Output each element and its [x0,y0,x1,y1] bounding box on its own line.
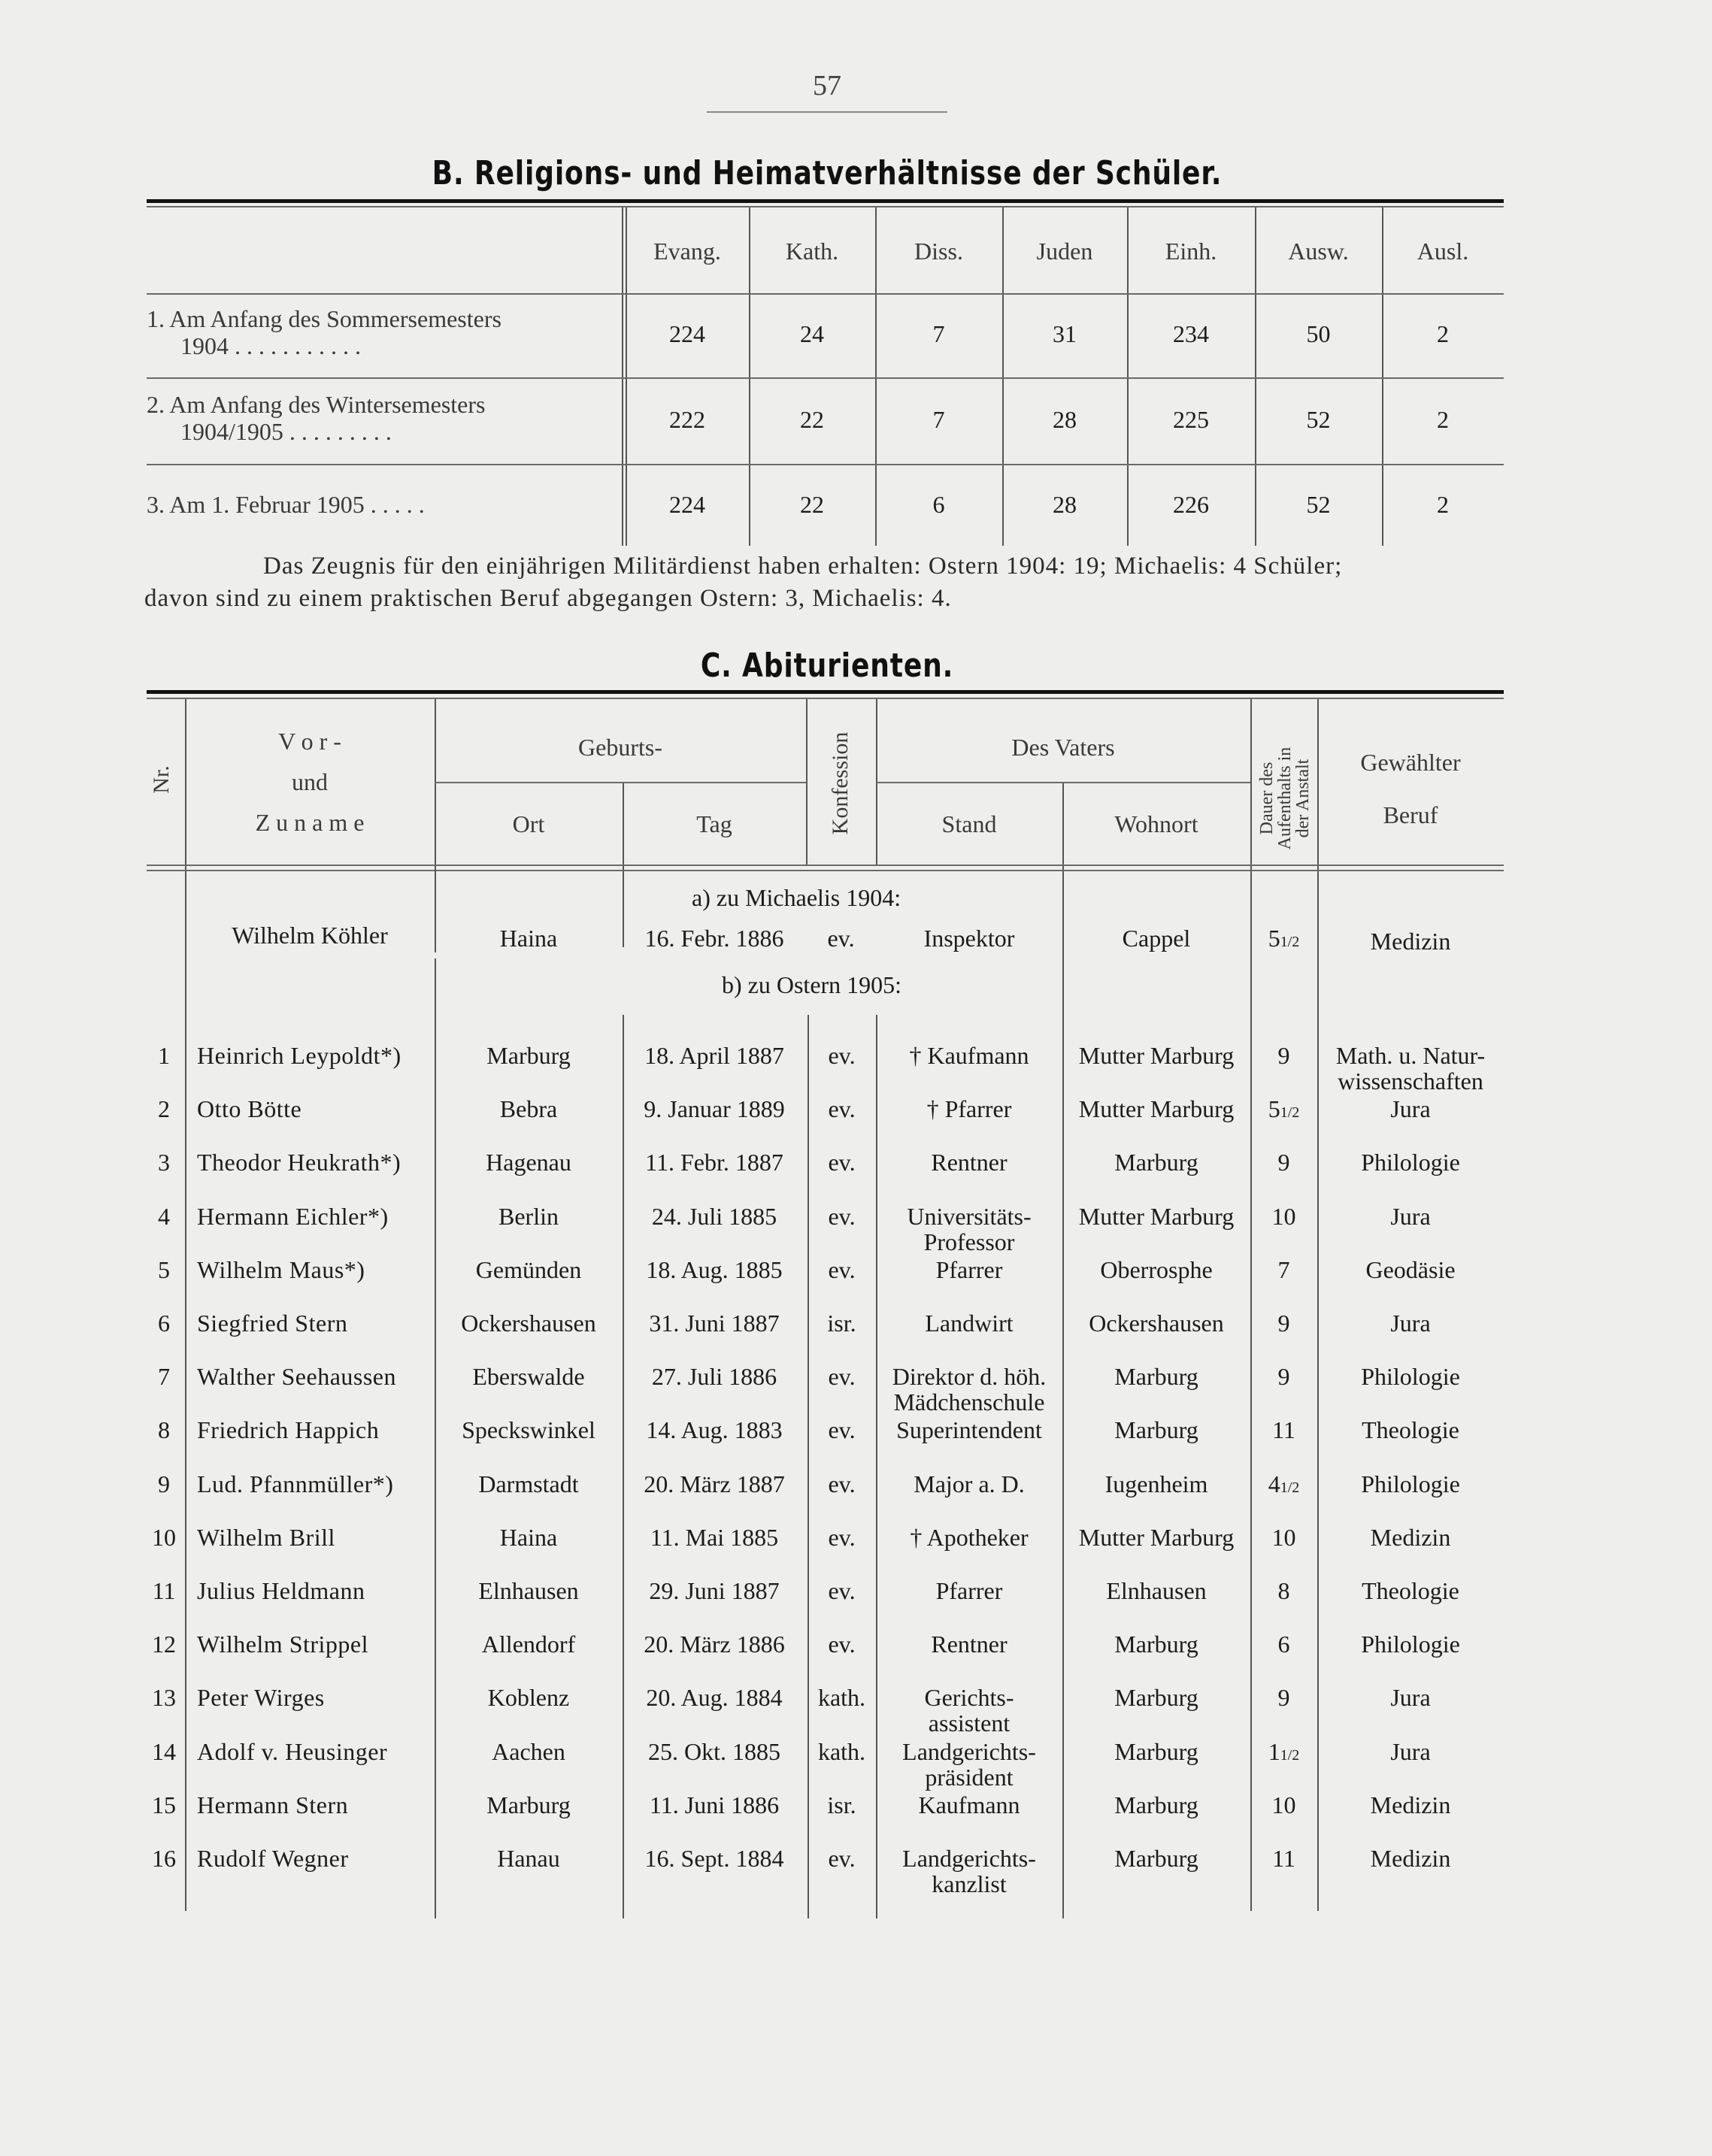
student-beruf: Medizin [1370,1791,1451,1818]
michaelis-name: Wilhelm Köhler [232,922,388,949]
student-dauer-whole: 9 [1277,1149,1290,1176]
student-ort: Hanau [497,1845,560,1872]
student-tag: 20. März 1886 [644,1631,785,1658]
student-stand: † Pfarrer [926,1095,1012,1122]
student-stand: Major a. D. [914,1470,1025,1497]
header-name: und [292,768,328,795]
student-ort: Elnhausen [478,1577,579,1604]
student-beruf: Theologie [1362,1416,1459,1443]
row-label: 3. Am 1. Februar 1905 . . . . . [147,491,425,518]
student-beruf: Math. u. Natur- [1335,1042,1486,1069]
row-label: 2. Am Anfang des Wintersemesters [147,391,486,418]
student-wohnort: Iugenheim [1104,1470,1208,1497]
table-cell: 28 [1053,491,1077,518]
table-cell: 6 [932,491,945,518]
student-wohnort: Marburg [1114,1845,1198,1872]
note-line-1: Das Zeugnis für den einjährigen Militärdienst haben erhalten: Ostern 1904: 19; Michaelis: 4 Schüler; [263,553,1343,580]
student-beruf: Medizin [1370,1845,1451,1872]
student-ort: Speckswinkel [462,1416,595,1443]
table-cell: 234 [1173,320,1209,347]
student-stand: Landwirt [925,1310,1014,1337]
student-wohnort: Mutter Marburg [1078,1203,1235,1230]
student-dauer [1250,1685,1317,1709]
student-name: Walther Seehaussen [197,1363,396,1390]
student-stand-cont: assistent [928,1709,1011,1737]
student-dauer-whole: 10 [1271,1203,1296,1230]
student-name: Wilhelm Brill [197,1524,335,1551]
student-name: Hermann Stern [197,1791,349,1818]
student-stand-cont: kanzlist [932,1870,1007,1897]
student-tag: 11. Febr. 1887 [645,1149,783,1176]
student-stand: Rentner [931,1149,1008,1176]
student-dauer [1250,1525,1317,1549]
header-tag: Tag [696,810,732,837]
student-konf: isr. [827,1310,856,1337]
student-dauer-whole: 9 [1277,1363,1290,1390]
student-ort: Marburg [486,1791,571,1818]
header-ort: Ort [512,810,545,837]
student-tag: 20. März 1887 [644,1470,785,1497]
table-cell: 28 [1053,406,1077,433]
student-nr: 16 [152,1845,176,1872]
student-dauer-whole: 9 [1277,1684,1290,1711]
table-cell: 2 [1437,491,1449,518]
student-stand: Landgerichts- [902,1738,1036,1765]
student-stand-cont: Mädchenschule [893,1388,1045,1416]
student-stand-cont: präsident [925,1764,1014,1791]
section-b-top-rule [147,199,1504,203]
student-wohnort: Marburg [1114,1149,1198,1176]
table-cell: 22 [800,491,824,518]
col-header: Juden [1036,238,1093,265]
student-beruf: Jura [1390,1738,1431,1765]
table-cell: 7 [932,406,945,433]
student-beruf-cont: wissenschaften [1338,1067,1483,1095]
student-ort: Aachen [492,1738,565,1765]
student-konf: ev. [828,1631,856,1658]
student-dauer-whole: 9 [1277,1042,1290,1069]
student-tag: 16. Sept. 1884 [644,1845,784,1872]
student-ort: Hagenau [486,1149,571,1176]
student-nr: 5 [158,1256,170,1283]
table-cell: 52 [1306,406,1331,433]
student-dauer [1250,1472,1317,1496]
student-stand-cont: Professor [923,1228,1015,1255]
student-wohnort: Ockershausen [1089,1310,1224,1337]
student-nr: 14 [152,1738,176,1765]
header-dauer: Dauer des Aufenthalts in der Anstalt [1257,746,1313,850]
student-ort: Ockershausen [461,1310,596,1337]
table-cell: 222 [669,406,705,433]
student-name: Wilhelm Maus*) [197,1256,365,1283]
student-tag: 27. Juli 1886 [651,1363,777,1390]
student-dauer-whole: 5 [1268,1095,1280,1122]
student-wohnort: Marburg [1114,1684,1198,1711]
student-nr: 12 [152,1631,176,1658]
student-dauer [1250,1097,1317,1121]
student-ort: Haina [499,1524,558,1551]
student-nr: 2 [158,1095,170,1122]
student-stand: Pfarrer [935,1577,1003,1604]
student-beruf: Geodäsie [1365,1256,1456,1283]
student-stand: Superintendent [896,1416,1042,1443]
student-ort: Eberswalde [472,1363,585,1390]
student-stand: † Apotheker [910,1524,1029,1551]
student-dauer-whole: 1 [1268,1738,1280,1765]
group-ostern: b) zu Ostern 1905: [722,971,902,998]
note-line-2: davon sind zu einem praktischen Beruf abgegangen Ostern: 3, Michaelis: 4. [144,585,952,612]
student-tag: 18. Aug. 1885 [646,1256,783,1283]
student-nr: 11 [152,1577,176,1604]
student-wohnort: Marburg [1114,1738,1198,1765]
student-dauer [1250,1311,1317,1335]
student-dauer [1250,1364,1317,1388]
student-wohnort: Marburg [1114,1363,1198,1390]
michaelis-ort: Haina [499,925,558,952]
michaelis-tag: 16. Febr. 1886 [644,925,784,952]
student-tag: 31. Juni 1887 [649,1310,780,1337]
student-ort: Allendorf [481,1631,576,1658]
header-konfession: Konfession [828,731,853,835]
michaelis-beruf: Medizin [1370,928,1451,955]
michaelis-konf: ev. [827,925,855,952]
student-beruf: Medizin [1370,1524,1451,1551]
student-ort: Bebra [499,1095,558,1122]
student-stand: Pfarrer [935,1256,1003,1283]
student-konf: ev. [828,1524,856,1551]
student-konf: kath. [817,1738,866,1765]
student-name: Hermann Eichler*) [197,1203,389,1230]
table-cell: 52 [1306,491,1331,518]
student-dauer [1250,1579,1317,1603]
student-tag: 14. Aug. 1883 [646,1416,783,1443]
student-konf: ev. [828,1577,856,1604]
row-label: 1. Am Anfang des Sommersemesters [147,305,501,332]
table-cell: 224 [669,491,705,518]
student-nr: 3 [158,1149,170,1176]
student-wohnort: Marburg [1114,1416,1198,1443]
student-beruf: Jura [1390,1310,1431,1337]
page-number: 57 [813,70,841,101]
student-name: Heinrich Leypoldt*) [197,1042,401,1069]
col-header: Ausw. [1288,238,1349,265]
header-wohnort: Wohnort [1114,810,1198,837]
student-nr: 4 [158,1203,170,1230]
student-beruf: Philologie [1361,1363,1460,1390]
header-beruf: Gewählter [1360,749,1461,776]
michaelis-dauer: 51/2 [1268,925,1300,952]
col-header: Evang. [653,238,721,265]
student-dauer [1250,1150,1317,1174]
student-name: Wilhelm Strippel [197,1631,369,1658]
student-dauer [1250,1740,1317,1764]
student-nr: 1 [158,1042,170,1069]
student-tag: 25. Okt. 1885 [648,1738,780,1765]
student-dauer-whole: 11 [1272,1416,1295,1443]
student-konf: ev. [828,1256,856,1283]
student-beruf: Jura [1390,1095,1431,1122]
table-cell: 24 [800,320,824,347]
student-wohnort: Oberrosphe [1100,1256,1213,1283]
student-name: Theodor Heukrath*) [197,1149,401,1176]
table-cell: 224 [669,320,705,347]
student-beruf: Philologie [1361,1631,1460,1658]
student-dauer-whole: 10 [1271,1524,1296,1551]
student-wohnort: Marburg [1114,1631,1198,1658]
section-b-title: B. Religions- und Heimatverhältnisse der Schüler. [432,154,1223,192]
header-des-vaters: Des Vaters [1011,734,1115,761]
student-ort: Darmstadt [478,1470,579,1497]
student-dauer [1250,1043,1317,1067]
student-beruf: Jura [1390,1203,1431,1230]
header-stand: Stand [941,810,997,837]
student-nr: 10 [152,1524,176,1551]
row-label-cont: 1904 . . . . . . . . . . . [180,332,361,359]
col-header: Diss. [914,238,963,265]
student-wohnort: Mutter Marburg [1078,1095,1235,1122]
student-konf: isr. [827,1791,856,1818]
student-dauer-whole: 4 [1268,1470,1280,1497]
header-geburts: Geburts- [578,734,662,761]
student-wohnort: Elnhausen [1106,1577,1207,1604]
student-stand: Universitäts- [907,1203,1032,1230]
header-name: V o r - [278,728,341,755]
header-nr: Nr. [149,765,174,794]
student-nr: 6 [158,1310,170,1337]
michaelis-wohnort: Cappel [1122,925,1191,952]
student-beruf: Jura [1390,1684,1431,1711]
col-header: Einh. [1165,238,1217,265]
student-konf: ev. [828,1042,856,1069]
header-beruf: Beruf [1383,801,1438,828]
student-beruf: Philologie [1361,1149,1460,1176]
student-name: Lud. Pfannmüller*) [197,1470,394,1497]
student-dauer-whole: 7 [1277,1256,1290,1283]
table-cell: 22 [800,406,824,433]
student-beruf: Philologie [1361,1470,1460,1497]
table-cell: 31 [1053,320,1077,347]
student-ort: Berlin [498,1203,559,1230]
student-tag: 9. Januar 1889 [644,1095,785,1122]
student-konf: ev. [828,1095,856,1122]
table-cell: 7 [932,320,945,347]
student-stand: Gerichts- [924,1684,1014,1711]
row-label-cont: 1904/1905 . . . . . . . . . [180,418,392,445]
student-dauer-whole: 10 [1271,1791,1296,1818]
student-name: Adolf v. Heusinger [197,1738,388,1765]
student-wohnort: Marburg [1114,1791,1198,1818]
student-name: Otto Bötte [197,1095,302,1122]
student-name: Julius Heldmann [197,1577,365,1604]
student-dauer [1250,1204,1317,1228]
student-ort: Koblenz [487,1684,570,1711]
student-nr: 7 [158,1363,170,1390]
table-cell: 2 [1437,320,1449,347]
student-dauer [1250,1793,1317,1817]
student-konf: ev. [828,1416,856,1443]
student-konf: kath. [817,1684,866,1711]
student-name: Rudolf Wegner [197,1845,349,1872]
student-konf: ev. [828,1363,856,1390]
student-ort: Gemünden [475,1256,582,1283]
student-dauer [1250,1418,1317,1442]
student-stand: Rentner [931,1631,1008,1658]
student-name: Peter Wirges [197,1684,325,1711]
student-wohnort: Mutter Marburg [1078,1524,1235,1551]
student-ort: Marburg [486,1042,571,1069]
student-nr: 8 [158,1416,170,1443]
student-konf: ev. [828,1845,856,1872]
student-tag: 11. Juni 1886 [649,1791,780,1818]
student-tag: 18. April 1887 [644,1042,784,1069]
student-dauer [1250,1632,1317,1656]
student-stand: Kaufmann [918,1791,1020,1818]
page-number-rule [707,111,947,113]
section-c-top-rule [147,690,1504,694]
student-konf: ev. [828,1470,856,1497]
student-stand: Landgerichts- [902,1845,1036,1872]
student-dauer-whole: 8 [1277,1577,1290,1604]
student-beruf: Theologie [1362,1577,1459,1604]
col-header: Ausl. [1417,238,1469,265]
student-konf: ev. [828,1149,856,1176]
student-dauer-fraction: 1/2 [1280,1747,1300,1764]
table-cell: 226 [1173,491,1209,518]
student-name: Siegfried Stern [197,1310,348,1337]
student-tag: 11. Mai 1885 [650,1524,779,1551]
header-name: Z u n a m e [255,809,365,836]
student-stand: † Kaufmann [909,1042,1029,1069]
col-header: Kath. [785,238,839,265]
student-dauer [1250,1846,1317,1870]
table-cell: 225 [1173,406,1209,433]
section-c-title: C. Abiturienten. [700,646,954,685]
student-nr: 13 [152,1684,176,1711]
table-cell: 50 [1306,320,1331,347]
student-dauer-fraction: 1/2 [1280,1104,1300,1121]
table-cell: 2 [1437,406,1449,433]
student-name: Friedrich Happich [197,1416,380,1443]
student-stand: Direktor d. höh. [892,1363,1047,1390]
student-wohnort: Mutter Marburg [1078,1042,1235,1069]
student-tag: 20. Aug. 1884 [646,1684,783,1711]
student-dauer-fraction: 1/2 [1280,1479,1300,1496]
student-tag: 29. Juni 1887 [649,1577,780,1604]
student-dauer-whole: 11 [1272,1845,1295,1872]
student-dauer-whole: 6 [1277,1631,1290,1658]
student-dauer [1250,1258,1317,1282]
student-tag: 24. Juli 1885 [651,1203,777,1230]
student-nr: 9 [158,1470,170,1497]
michaelis-stand: Inspektor [923,925,1015,952]
group-michaelis: a) zu Michaelis 1904: [692,884,901,911]
student-nr: 15 [152,1791,176,1818]
student-konf: ev. [828,1203,856,1230]
student-dauer-whole: 9 [1277,1310,1290,1337]
